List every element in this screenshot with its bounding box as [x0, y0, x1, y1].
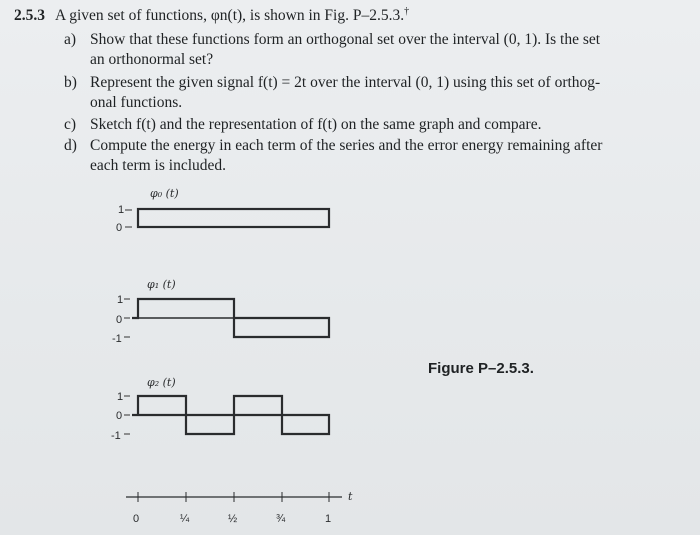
problem-statement: A given set of functions, φn(t), is shown in Fig. P–2.5.3.	[55, 7, 405, 25]
footnote-mark: †	[404, 6, 410, 17]
phi0-label: φ₀ (t)	[150, 187, 179, 200]
time-tick-0: 0	[133, 513, 140, 525]
phi2-waveform	[132, 396, 329, 434]
phi0-waveform	[138, 209, 329, 227]
phi2-tick-1: 1	[117, 391, 124, 403]
time-tick-three-quarter: ¾	[276, 513, 286, 525]
part-tag: c)	[64, 116, 77, 133]
time-tick-half: ½	[228, 513, 238, 525]
phi0-tick-0: 0	[116, 222, 123, 234]
phi2-label: φ₂ (t)	[147, 376, 176, 389]
part-text-line1: Represent the given signal f(t) = 2t over the interval (0, 1) using this set of orthog-	[90, 74, 601, 91]
time-tick-1: 1	[325, 513, 332, 525]
part-tag: d)	[64, 137, 77, 154]
figure-caption: Figure P–2.5.3.	[428, 360, 534, 377]
phi1-tick-neg1: -1	[112, 333, 122, 345]
phi1-label: φ₁ (t)	[147, 278, 176, 291]
part-text-line1: Compute the energy in each term of the series and the error energy remaining after	[90, 137, 603, 154]
part-text-line2: onal functions.	[90, 94, 183, 111]
part-tag: a)	[64, 31, 77, 48]
part-text-line2: each term is included.	[90, 157, 227, 174]
problem-number: 2.5.3	[14, 7, 45, 25]
part-text-line1: Sketch f(t) and the representation of f(t) on the same graph and compare.	[90, 116, 542, 133]
phi0-tick-1: 1	[118, 204, 125, 216]
phi2-tick-0: 0	[116, 410, 123, 422]
time-tick-quarter: ¼	[180, 513, 190, 525]
part-text-line1: Show that these functions form an orthogonal set over the interval (0, 1). Is the set	[90, 31, 601, 48]
part-tag: b)	[64, 74, 77, 91]
phi2-tick-neg1: -1	[111, 430, 121, 442]
phi1-tick-0: 0	[116, 314, 123, 326]
part-text-line2: an orthonormal set?	[90, 51, 214, 68]
time-axis-label: t	[348, 490, 353, 503]
phi1-tick-1: 1	[117, 294, 124, 306]
